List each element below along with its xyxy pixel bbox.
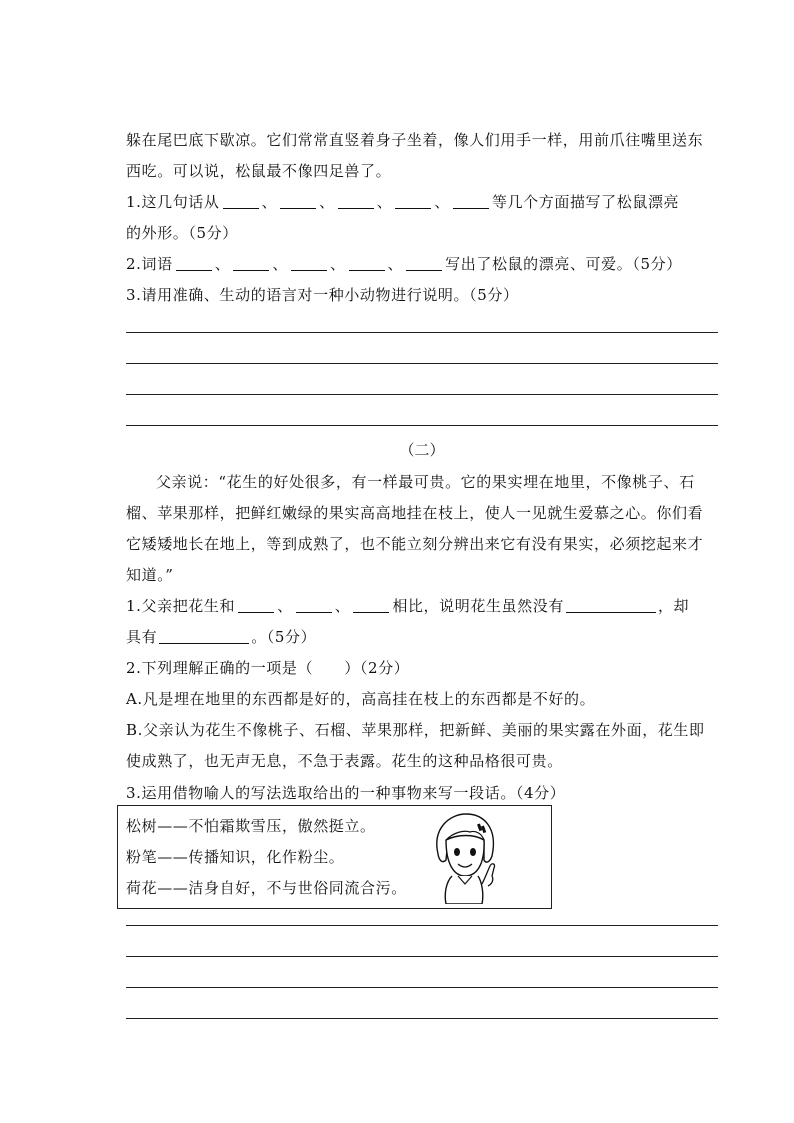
question-1-2 — [126, 254, 718, 274]
passage-line: 知道。” — [126, 566, 174, 584]
separator: 、 — [334, 597, 351, 615]
answer-blank[interactable] — [566, 597, 656, 613]
section-title: （二） — [399, 441, 445, 459]
writing-line[interactable] — [126, 363, 718, 364]
question-text: 2.词语 — [126, 255, 173, 273]
separator: 、 — [319, 193, 335, 211]
option-b[interactable]: B.父亲认为花生不像桃子、石榴、苹果那样，把新鲜、美丽的果实露在外面，花生即 — [126, 721, 705, 739]
writing-line[interactable] — [126, 1018, 718, 1019]
writing-line[interactable] — [126, 332, 718, 333]
answer-blank[interactable] — [238, 597, 274, 613]
passage-line: 榴、苹果那样，把鲜红嫩绿的果实高高地挂在枝上，使人一见就生爱慕之心。你们看 — [126, 504, 704, 522]
answer-blank[interactable] — [159, 628, 249, 644]
answer-blank[interactable] — [296, 597, 332, 613]
question-1-1 — [126, 192, 718, 212]
passage-line: 它矮矮地长在地上，等到成熟了，也不能立刻分辨出来它有没有果实，必须挖起来才 — [126, 535, 704, 553]
question-text: 。（5分） — [251, 628, 317, 646]
answer-blank[interactable] — [233, 255, 269, 271]
separator: 、 — [434, 193, 450, 211]
passage-line: 父亲说：“花生的好处很多，有一样最可贵。它的果实埋在地里，不像桃子、石 — [156, 473, 695, 491]
question-text: 1.父亲把花生和 — [126, 597, 236, 615]
answer-blank[interactable] — [453, 193, 489, 209]
separator: 、 — [329, 255, 346, 273]
writing-line[interactable] — [126, 394, 718, 395]
separator: 、 — [277, 597, 293, 615]
question-2-2: 2.下列理解正确的一项是（ ）（2分） — [126, 659, 410, 677]
answer-blank[interactable] — [349, 255, 385, 271]
question-text: 等几个方面描写了松鼠漂亮 — [491, 193, 680, 211]
hint-item: 荷花——洁身自好，不与世俗同流合污。 — [126, 879, 407, 897]
separator: 、 — [214, 255, 231, 273]
question-text: 相比，说明花生虽然没有 — [392, 597, 564, 615]
writing-line[interactable] — [126, 987, 718, 988]
question-2-1-cont — [126, 627, 718, 647]
answer-blank[interactable] — [395, 193, 431, 209]
question-text: 1.这几句话从 — [126, 193, 220, 211]
passage-line: 西吃。可以说，松鼠最不像四足兽了。 — [126, 162, 392, 180]
option-a[interactable]: A.凡是埋在地里的东西都是好的，高高挂在枝上的东西都是不好的。 — [126, 690, 596, 708]
question-text: ，却 — [657, 597, 690, 615]
question-1-3: 3.请用准确、生动的语言对一种小动物进行说明。（5分） — [126, 286, 519, 304]
answer-blank[interactable] — [353, 597, 389, 613]
writing-line[interactable] — [126, 956, 718, 957]
question-text: 具有 — [126, 628, 158, 646]
answer-blank[interactable] — [280, 193, 316, 209]
writing-line[interactable] — [126, 425, 718, 426]
question-2-1 — [126, 596, 718, 616]
separator: 、 — [387, 255, 404, 273]
question-text: 写出了松鼠的漂亮、可爱。（5分） — [445, 255, 682, 273]
writing-line[interactable] — [126, 925, 718, 926]
answer-blank[interactable] — [338, 193, 374, 209]
hint-item: 松树——不怕霜欺雪压，傲然挺立。 — [126, 817, 376, 835]
question-1-1-cont: 的外形。（5分） — [126, 224, 238, 242]
answer-blank[interactable] — [291, 255, 327, 271]
option-b-cont: 使成熟了，也无声无息，不急于表露。花生的这种品格很可贵。 — [126, 752, 563, 770]
question-2-3: 3.运用借物喻人的写法选取给出的一种事物来写一段话。（4分） — [126, 784, 566, 802]
separator: 、 — [272, 255, 288, 273]
answer-blank[interactable] — [176, 255, 212, 271]
separator: 、 — [261, 193, 278, 211]
passage-line: 躲在尾巴底下歇凉。它们常常直竖着身子坐着，像人们用手一样，用前爪往嘴里送东 — [126, 131, 704, 149]
hint-box — [117, 805, 552, 909]
girl-illustration — [424, 810, 504, 904]
separator: 、 — [376, 193, 393, 211]
hint-item: 粉笔——传播知识，化作粉尘。 — [126, 848, 345, 866]
answer-blank[interactable] — [406, 255, 442, 271]
answer-blank[interactable] — [223, 193, 259, 209]
